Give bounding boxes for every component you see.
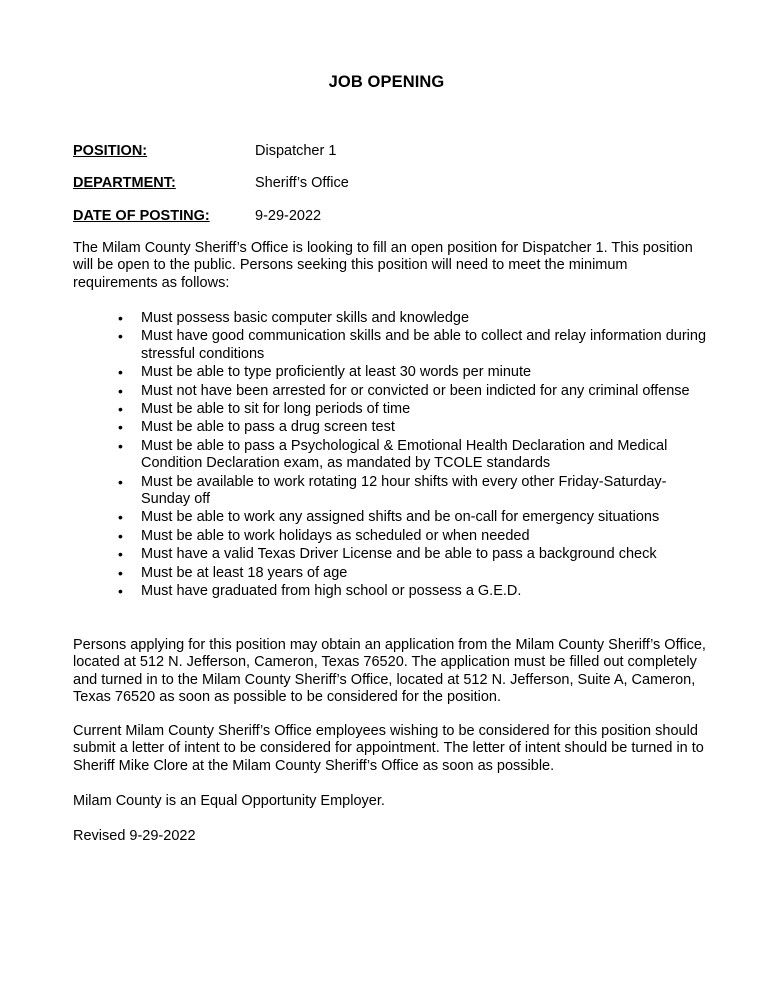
list-item	[73, 401, 713, 418]
department-label: DEPARTMENT:	[73, 175, 176, 191]
requirement-text: Must be able to pass a Psychological & Emotional Health Declaration and Medical Condition Declaration exam, as mandated by TCOLE standards	[141, 437, 668, 472]
bullet-icon: •	[118, 401, 123, 418]
list-item	[73, 419, 713, 436]
bullet-icon: •	[118, 509, 123, 526]
document-title: JOB OPENING	[328, 73, 445, 91]
revised-date: Revised 9-29-2022	[73, 828, 196, 844]
requirement-text: Must have graduated from high school or possess a G.E.D.	[141, 583, 522, 600]
list-item	[73, 364, 713, 381]
application-paragraph: Persons applying for this position may obtain an application from the Milam County Sheriff’s Office, located at 512 N. Jefferson, Cameron, Texas 76520. The application must be filled out completely and turned in to the Milam County Sheriff’s Office, located at 512 N. Jefferson, Suite A, Cameron, Texas 76520 as soon as possible to be considered for the position.	[73, 637, 706, 706]
requirement-text: Must be able to pass a drug screen test	[141, 419, 395, 436]
bullet-icon: •	[118, 437, 123, 454]
bullet-icon: •	[118, 310, 123, 326]
list-item	[73, 583, 713, 600]
list-item	[73, 509, 713, 526]
bullet-icon: •	[118, 546, 123, 563]
requirements-list	[73, 310, 713, 602]
requirement-text: Must be available to work rotating 12 hour shifts with every other Friday-Saturday-Sunday off	[141, 473, 667, 508]
requirement-text: Must have a valid Texas Driver License and be able to pass a background check	[141, 546, 657, 563]
bullet-icon: •	[118, 328, 123, 345]
list-item	[73, 383, 713, 400]
bullet-icon: •	[118, 583, 123, 600]
bullet-icon: •	[118, 364, 123, 381]
department-value: Sheriff’s Office	[255, 175, 349, 191]
requirement-text: Must have good communication skills and be able to collect and relay information during stressful conditions	[141, 328, 707, 362]
requirement-text: Must be able to work any assigned shifts and be on-call for emergency situations	[141, 509, 660, 526]
date-of-posting-label: DATE OF POSTING:	[73, 208, 210, 224]
bullet-icon: •	[118, 564, 123, 581]
list-item	[73, 438, 713, 473]
requirement-text: Must be able to type proficiently at least 30 words per minute	[141, 364, 532, 381]
position-value: Dispatcher 1	[255, 143, 337, 159]
list-item	[73, 474, 713, 509]
equal-opportunity-statement: Milam County is an Equal Opportunity Employer.	[73, 793, 385, 809]
requirement-text: Must not have been arrested for or convicted or been indicted for any criminal offense	[141, 382, 690, 399]
bullet-icon: •	[118, 419, 123, 436]
date-of-posting-value: 9-29-2022	[255, 208, 322, 224]
bullet-icon: •	[118, 473, 123, 490]
employees-paragraph: Current Milam County Sheriff’s Office employees wishing to be considered for this position should submit a letter of intent to be considered for appointment. The letter of intent should be turned in to Sheriff Mike Clore at the Milam County Sheriff’s Office as soon as possible.	[73, 723, 704, 774]
requirement-text: Must be able to work holidays as scheduled or when needed	[141, 527, 530, 544]
requirement-text: Must be at least 18 years of age	[141, 564, 348, 581]
bullet-icon: •	[118, 382, 123, 399]
list-item	[73, 310, 713, 327]
list-item	[73, 528, 713, 545]
bullet-icon: •	[118, 527, 123, 544]
list-item	[73, 565, 713, 582]
requirement-text: Must possess basic computer skills and knowledge	[141, 310, 470, 326]
requirement-text: Must be able to sit for long periods of time	[141, 401, 411, 418]
position-label: POSITION:	[73, 143, 148, 159]
list-item	[73, 546, 713, 563]
intro-paragraph: The Milam County Sheriff’s Office is looking to fill an open position for Dispatcher 1. This position will be open to the public. Persons seeking this position will need to meet the minimum requirements as follows:	[73, 240, 693, 291]
list-item	[73, 328, 713, 363]
